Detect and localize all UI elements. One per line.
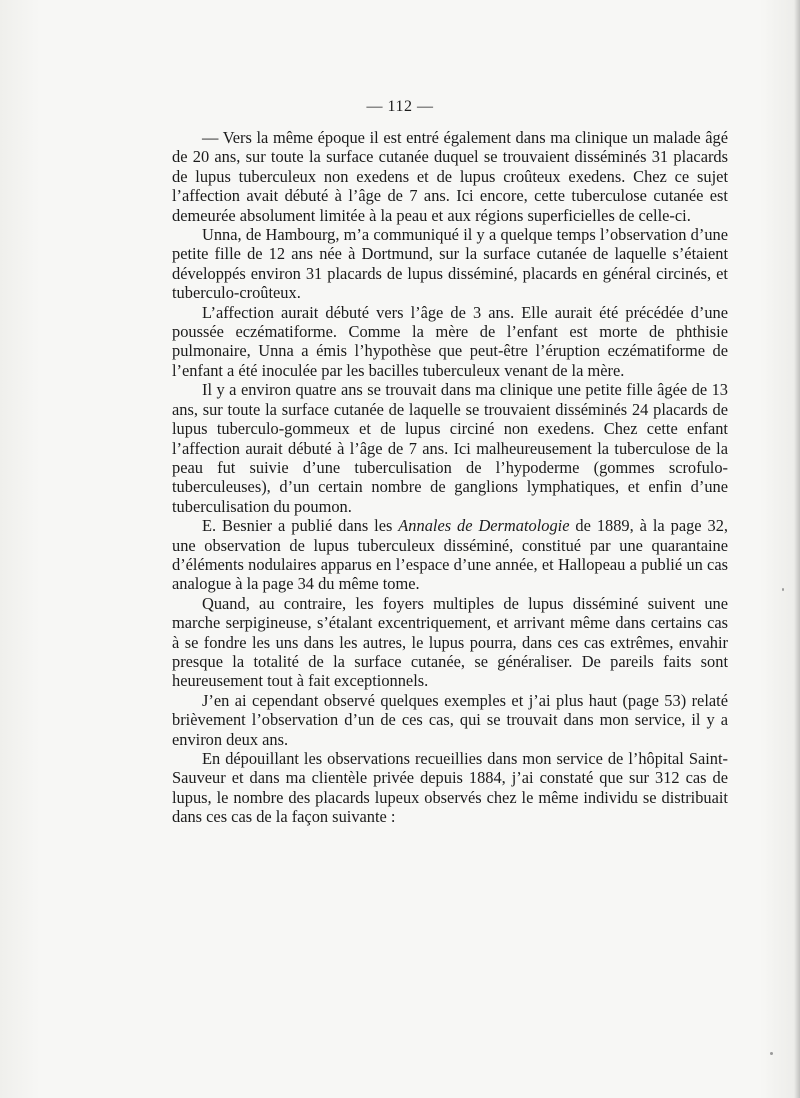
journal-title: Annales de Dermatologie — [398, 516, 570, 536]
page-number: — 112 — — [366, 98, 434, 115]
paragraph-5-start: E. Besnier a publié dans les — [202, 516, 399, 536]
paragraph-3: L’affection aurait débuté vers l’âge de 3 ans. Elle aurait été précédée d’une poussée eczématiforme. Comme la mère de l’enfant est morte de phthisie pulmonaire, Unna a émis l’hypothèse que peut-être l’éruption eczématiforme de l’enfant a été inoculée par les bacilles tuberculeux venant de la mère. — [172, 302, 728, 380]
scan-speck — [770, 1052, 773, 1055]
scan-speck — [782, 588, 784, 591]
paragraph-8: En dépouillant les observations recueillies dans mon service de l’hôpital Saint-Sauveur et dans ma clientèle privée depuis 1884, j’ai constaté que sur 312 cas de lupus, le nombre des placards lupeux observés chez le même individu se distribuait dans ces cas de la façon suivante : — [172, 749, 728, 827]
paragraph-6: Quand, au contraire, les foyers multiples de lupus disséminé suivent une marche serpigineuse, s’étalant excentriquement, et arrivant même dans certains cas à se fondre les uns dans les autres, le lupus pourra, dans ces cas extrêmes, envahir presque la totalité de la surface cutanée, se généraliser. De pareils faits sont heureusement tout à fait exceptionnels. — [172, 593, 728, 691]
page-edge-shadow — [794, 0, 800, 1098]
body-text — [172, 128, 728, 827]
paragraph-5 — [172, 516, 728, 594]
paragraph-4: Il y a environ quatre ans se trouvait dans ma clinique une petite fille âgée de 13 ans, sur toute la surface cutanée de laquelle se trouvaient disséminés 24 placards de lupus tuberculo-gommeux et de lupus circiné non exedens. Chez cette enfant l’affection aurait débuté à l’âge de 7 ans. Ici malheureusement la tuberculose de la peau fut suivie d’une tuberculisation de l’hypoderme (gommes scrofulo-tuberculeuses), d’un certain nombre de ganglions lymphatiques, et enfin d’une tuberculisation du poumon. — [172, 380, 728, 516]
paragraph-1: — Vers la même époque il est entré également dans ma clinique un malade âgé de 20 ans, sur toute la surface cutanée duquel se trouvaient disséminés 31 placards de lupus tuberculeux non exedens et de lupus croûteux exedens. Chez ce sujet l’affection avait débuté à l’âge de 7 ans. Ici encore, cette tuberculose cutanée est demeurée absolument limitée à la peau et aux régions superficielles de celle-ci. — [172, 128, 728, 225]
paragraph-7: J’en ai cependant observé quelques exemples et j’ai plus haut (page 53) relaté brièvement l’observation d’un de ces cas, qui se trouvait dans mon service, il y a environ deux ans. — [172, 690, 728, 749]
paragraph-2: Unna, de Hambourg, m’a communiqué il y a quelque temps l’observation d’une petite fille de 12 ans née à Dortmund, sur la surface cutanée de laquelle s’étaient développés environ 31 placards de lupus disséminé, placards en général circinés, et tuberculo-croûteux. — [172, 225, 728, 303]
paragraph-5-end: de 1889, à la page 32, une observation de lupus tuberculeux disséminé, constitué par une quarantaine d’éléments nodulaires apparus en l’espace d’une année, et Hallopeau a publié un cas analogue à la page 34 du même tome. — [172, 516, 728, 594]
